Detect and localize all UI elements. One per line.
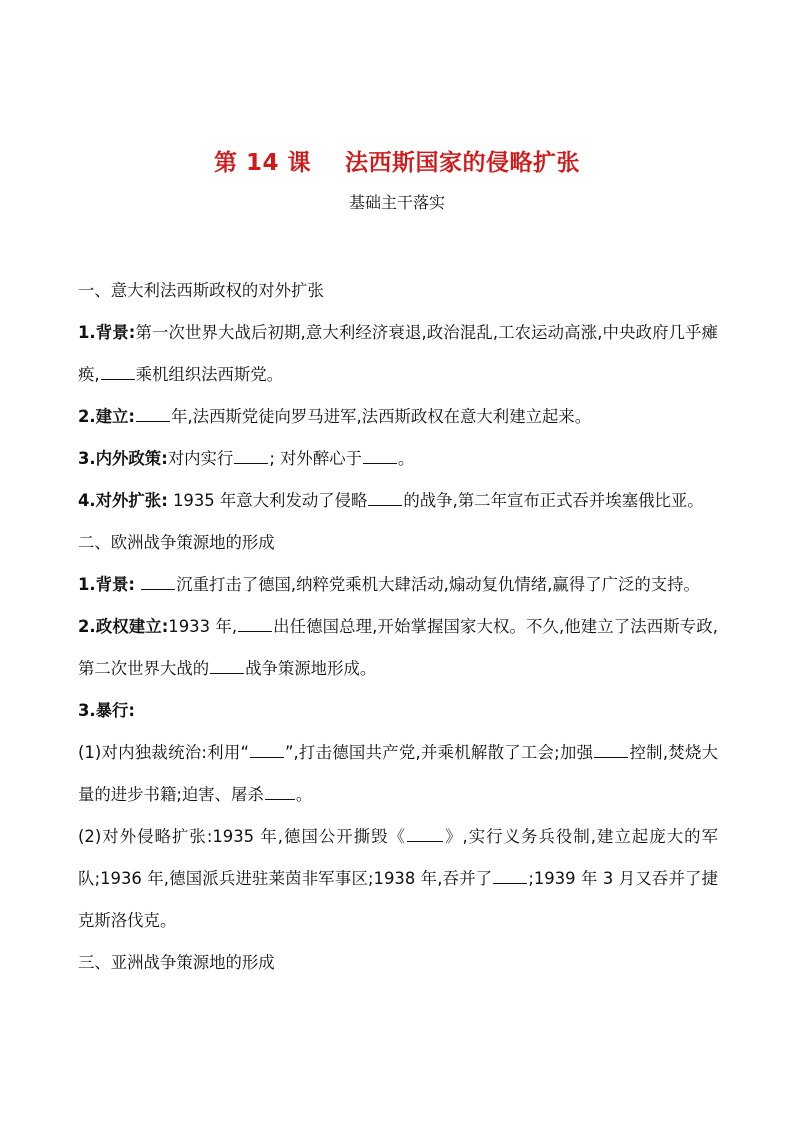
item-label: 2.建立: <box>78 407 135 426</box>
item-label: 2.政权建立: <box>78 617 169 636</box>
item-text: 。 <box>398 449 415 468</box>
item-italy-expansion <box>78 480 718 522</box>
fill-blank[interactable] <box>493 868 527 884</box>
item-italy-policy <box>78 438 718 480</box>
item-label: 3.内外政策: <box>78 449 168 468</box>
item-text: 年,法西斯党徒向罗马进军,法西斯政权在意大利建立起来。 <box>170 407 592 426</box>
item-label: 1.背景: <box>78 323 136 342</box>
item-germany-atrocities <box>78 690 718 732</box>
fill-blank[interactable] <box>141 574 175 590</box>
fill-blank[interactable] <box>265 784 295 800</box>
item-text: 控制,焚烧大量的进步书籍;迫害、屠杀 <box>78 743 718 804</box>
item-text: ; 对外醉心于 <box>269 449 362 468</box>
item-text: 战争策源地形成。 <box>245 659 377 678</box>
section-heading-asia: 三、亚洲战争策源地的形成 <box>78 953 275 972</box>
item-text: 1933 年, <box>168 617 238 636</box>
item-germany-background <box>78 564 718 606</box>
item-label: 3.暴行: <box>78 701 135 720</box>
item-text: 。 <box>295 785 313 804</box>
section-heading-italy: 一、意大利法西斯政权的对外扩张 <box>78 281 324 300</box>
item-text: 对内实行 <box>167 449 234 468</box>
lesson-title: 第 14 课 法西斯国家的侵略扩张 <box>213 150 581 176</box>
document-body <box>78 270 718 984</box>
item-text: 出任德国总理,开始掌握国家大权。不久,他建立了法西斯专政,第二次世界大战的 <box>78 617 718 678</box>
item-text: ”,打击德国共产党,并乘机解散了工会;加强 <box>284 743 594 762</box>
item-label: 1.背景: <box>78 575 135 594</box>
fill-blank[interactable] <box>407 826 443 842</box>
section-heading-europe: 二、欧洲战争策源地的形成 <box>78 533 275 552</box>
item-text <box>135 575 140 594</box>
item-italy-background <box>78 312 718 396</box>
section-subtitle: 基础主干落实 <box>348 193 445 212</box>
fill-blank[interactable] <box>234 448 268 464</box>
item-text: 乘机组织法西斯党。 <box>135 365 284 384</box>
item-text: 的战争,第二年宣布正式吞并埃塞俄比亚。 <box>403 491 704 510</box>
fill-blank[interactable] <box>238 616 272 632</box>
item-italy-establish <box>78 396 718 438</box>
item-germany-regime <box>78 606 718 690</box>
fill-blank[interactable] <box>594 742 628 758</box>
item-text: (2)对外侵略扩张:1935 年,德国公开撕毁《 <box>78 827 407 846</box>
item-text: 第一次世界大战后初期,意大利经济衰退,政治混乱,工农运动高涨,中央政府几乎瘫痪, <box>78 323 718 384</box>
item-text: ;1939 年 3 月又吞并了捷克斯洛伐克。 <box>78 869 719 930</box>
item-germany-domestic <box>78 732 718 816</box>
fill-blank[interactable] <box>250 742 284 758</box>
fill-blank[interactable] <box>136 406 170 422</box>
fill-blank[interactable] <box>210 658 244 674</box>
item-label: 4.对外扩张: <box>78 491 168 510</box>
item-text: 1935 年意大利发动了侵略 <box>167 491 368 510</box>
item-germany-foreign <box>78 816 718 942</box>
fill-blank[interactable] <box>101 364 135 380</box>
fill-blank[interactable] <box>363 448 397 464</box>
fill-blank[interactable] <box>368 490 402 506</box>
item-text: (1)对内独裁统治:利用“ <box>78 743 249 762</box>
item-text: 沉重打击了德国,纳粹党乘机大肆活动,煽动复仇情绪,赢得了广泛的支持。 <box>176 575 700 594</box>
item-text: 》,实行义务兵役制,建立起庞大的军队;1936 年,德国派兵进驻莱茵非军事区;1938 年,吞并了 <box>78 827 718 888</box>
